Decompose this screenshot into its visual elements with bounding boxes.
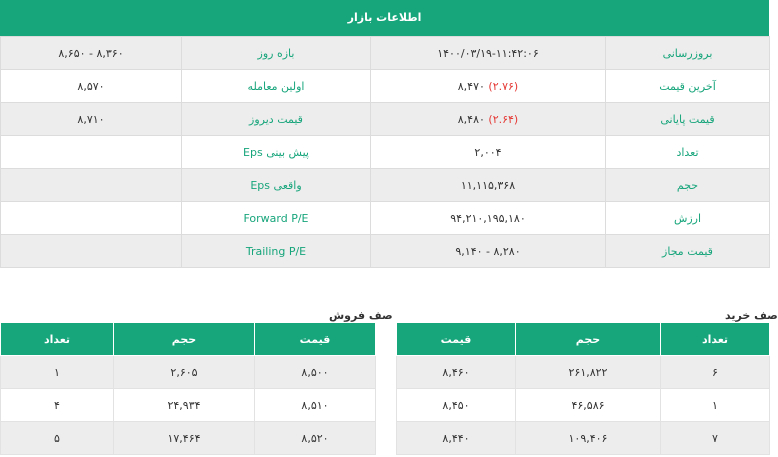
buy-price: ۸,۴۶۰ (397, 356, 516, 389)
yesterday-price-value: ۸,۷۱۰ (1, 103, 182, 136)
sell-queue-row (1, 389, 376, 422)
last-price-value: ۸,۴۷۰ (457, 79, 485, 93)
buy-queue-header (397, 323, 770, 356)
buy-count: ۷ (661, 422, 770, 455)
market-info-table (0, 36, 770, 268)
close-price-change: (۲.۶۴) (488, 112, 519, 126)
buy-queue-title: صف خرید (725, 309, 778, 322)
market-row-update (1, 37, 770, 70)
allowed-price-value: ۹,۱۴۰ - ۸,۲۸۰ (371, 235, 606, 268)
trailing-pe-label: Trailing P/E (182, 235, 371, 268)
forward-pe-value (1, 202, 182, 235)
eps-forecast-label: Eps پیش بینی (182, 136, 371, 169)
close-price-cell (371, 103, 606, 136)
trailing-pe-value (1, 235, 182, 268)
sell-volume: ۲,۶۰۵ (114, 356, 255, 389)
eps-actual-label: Eps واقعی (182, 169, 371, 202)
buy-volume: ۱۰۹,۴۰۶ (516, 422, 661, 455)
last-price-label: آخرین قیمت (606, 70, 770, 103)
market-row-count (1, 136, 770, 169)
allowed-price-label: قیمت مجاز (606, 235, 770, 268)
sell-volume-header: حجم (114, 323, 255, 356)
buy-volume: ۴۶,۵۸۶ (516, 389, 661, 422)
last-price-change: (۲.۷۶) (488, 79, 519, 93)
market-row-last-price (1, 70, 770, 103)
eps-forecast-value (1, 136, 182, 169)
close-price-value: ۸,۴۸۰ (457, 112, 485, 126)
market-row-close-price (1, 103, 770, 136)
trade-count-value: ۲,۰۰۴ (371, 136, 606, 169)
last-price-cell (371, 70, 606, 103)
sell-count: ۱ (1, 356, 114, 389)
sell-price: ۸,۵۱۰ (255, 389, 376, 422)
sell-queue-row (1, 422, 376, 455)
sell-price: ۸,۵۰۰ (255, 356, 376, 389)
day-range-value: ۸,۶۵۰ - ۸,۳۶۰ (1, 37, 182, 70)
sell-price-header: قیمت (255, 323, 376, 356)
buy-count: ۱ (661, 389, 770, 422)
sell-queue-table (0, 322, 376, 455)
sell-count: ۴ (1, 389, 114, 422)
market-row-value (1, 202, 770, 235)
market-row-allowed-price (1, 235, 770, 268)
sell-count-header: تعداد (1, 323, 114, 356)
market-info-title: اطلاعات بازار (0, 0, 769, 36)
buy-price-header: قیمت (397, 323, 516, 356)
sell-price: ۸,۵۲۰ (255, 422, 376, 455)
buy-price: ۸,۴۴۰ (397, 422, 516, 455)
update-time-label: بروزرسانی (606, 37, 770, 70)
sell-queue-row (1, 356, 376, 389)
trade-value-value: ۹۴,۲۱۰,۱۹۵,۱۸۰ (371, 202, 606, 235)
trade-value-label: ارزش (606, 202, 770, 235)
yesterday-price-label: قیمت دیروز (182, 103, 371, 136)
buy-queue-row (397, 356, 770, 389)
first-trade-label: اولین معامله (182, 70, 371, 103)
sell-volume: ۲۴,۹۳۴ (114, 389, 255, 422)
buy-price: ۸,۴۵۰ (397, 389, 516, 422)
volume-label: حجم (606, 169, 770, 202)
buy-queue-table (396, 322, 770, 455)
buy-count: ۶ (661, 356, 770, 389)
eps-actual-value (1, 169, 182, 202)
buy-volume-header: حجم (516, 323, 661, 356)
sell-queue-header (1, 323, 376, 356)
volume-value: ۱۱,۱۱۵,۳۶۸ (371, 169, 606, 202)
buy-queue-row (397, 422, 770, 455)
forward-pe-label: Forward P/E (182, 202, 371, 235)
market-row-volume (1, 169, 770, 202)
buy-queue-row (397, 389, 770, 422)
sell-queue-title: صف فروش (329, 309, 393, 322)
trade-count-label: تعداد (606, 136, 770, 169)
update-time-value: ۱۴۰۰/۰۳/۱۹-۱۱:۴۲:۰۶ (371, 37, 606, 70)
buy-count-header: تعداد (661, 323, 770, 356)
sell-volume: ۱۷,۴۶۴ (114, 422, 255, 455)
close-price-label: قیمت پایانی (606, 103, 770, 136)
day-range-label: بازه روز (182, 37, 371, 70)
sell-count: ۵ (1, 422, 114, 455)
first-trade-value: ۸,۵۷۰ (1, 70, 182, 103)
buy-volume: ۲۶۱,۸۲۲ (516, 356, 661, 389)
